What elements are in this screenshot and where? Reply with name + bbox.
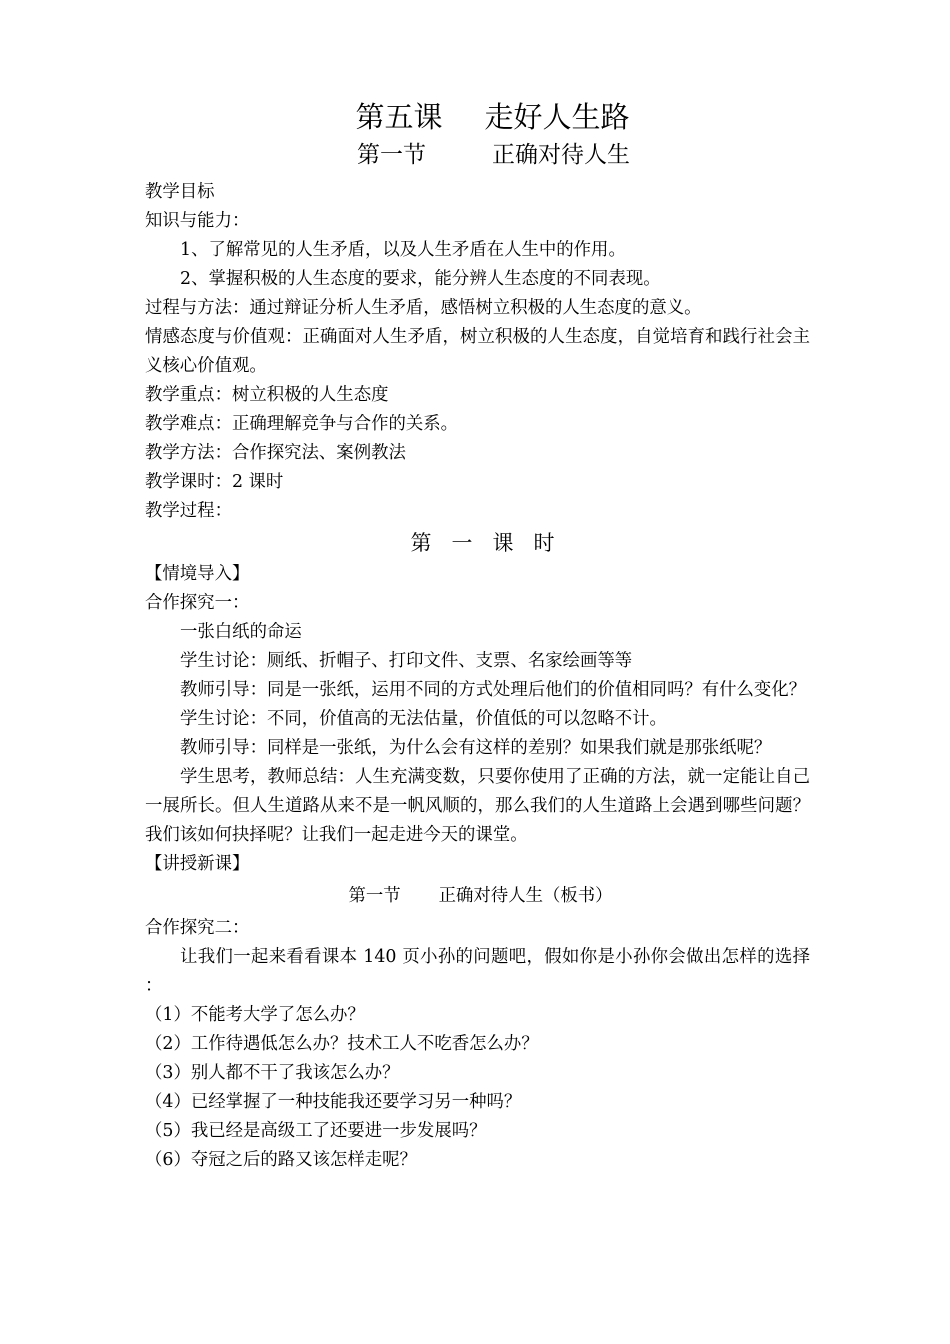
new-lesson-label: 【讲授新课】 <box>145 854 250 874</box>
knowledge-item: 1、了解常见的人生矛盾，以及人生矛盾在人生中的作用。 <box>180 240 626 260</box>
session-heading: 第一课时 <box>410 531 575 555</box>
teacher-guide-2: 教师引导：同样是一张纸，为什么会有这样的差别？如果我们就是那张纸呢？ <box>180 738 772 758</box>
objectives-heading: 教学目标 <box>145 182 215 202</box>
board-section-name: 正确对待人生（板书） <box>438 886 613 906</box>
lesson-title <box>145 96 810 138</box>
explore2-label: 合作探究二： <box>145 918 250 938</box>
lesson-number: 第五课 <box>355 100 443 134</box>
paper-title: 一张白纸的命运 <box>180 622 302 642</box>
question-item: （1）不能考大学了怎么办？ <box>145 1005 365 1025</box>
knowledge-item: 2、掌握积极的人生态度的要求，能分辨人生态度的不同表现。 <box>180 269 661 289</box>
board-section-number: 第一节 <box>348 886 401 906</box>
intro-label: 【情境导入】 <box>145 564 250 584</box>
lesson-name: 走好人生路 <box>484 100 630 134</box>
class-hours: 教学课时：2 课时 <box>145 472 284 492</box>
section-number: 第一节 <box>357 142 426 168</box>
question-item: （4）已经掌握了一种技能我还要学习另一种吗？ <box>145 1092 522 1112</box>
difficulty: 教学难点：正确理解竞争与合作的关系。 <box>145 414 459 434</box>
document-page <box>145 96 810 1175</box>
student-discussion-1: 学生讨论：厕纸、折帽子、打印文件、支票、名家绘画等等 <box>180 651 633 671</box>
question-item: （5）我已经是高级工了还要进一步发展吗？ <box>145 1121 487 1141</box>
process-objective: 过程与方法：通过辩证分析人生矛盾，感悟树立积极的人生态度的意义。 <box>145 298 702 318</box>
question-item: （3）别人都不干了我该怎么办？ <box>145 1063 400 1083</box>
explore1-label: 合作探究一： <box>145 593 250 613</box>
knowledge-label: 知识与能力： <box>145 211 250 231</box>
board-title <box>145 882 810 911</box>
teacher-guide-1: 教师引导：同是一张纸，运用不同的方式处理后他们的价值相同吗？有什么变化？ <box>180 680 807 700</box>
process-label: 教学过程： <box>145 501 232 521</box>
explore2-text: 让我们一起来看看课本 140 页小孙的问题吧，假如你是小孙你会做出怎样的选择 ： <box>145 947 810 996</box>
student-discussion-2: 学生讨论：不同，价值高的无法估量，价值低的可以忽略不计。 <box>180 709 667 729</box>
question-item: （6）夺冠之后的路又该怎样走呢？ <box>145 1150 417 1170</box>
section-title <box>145 138 810 172</box>
question-item: （2）工作待遇低怎么办？技术工人不吃香怎么办？ <box>145 1034 539 1054</box>
teaching-method: 教学方法：合作探究法、案例教法 <box>145 443 406 463</box>
emotion-objective: 情感态度与价值观：正确面对人生矛盾，树立积极的人生态度，自觉培育和践行社会主义核心价值观。 <box>145 327 810 376</box>
key-point: 教学重点：树立积极的人生态度 <box>145 385 389 405</box>
teacher-summary: 学生思考，教师总结：人生充满变数，只要你使用了正确的方法，就一定能让自己一展所长。但人生道路从来不是一帆风顺的，那么我们的人生道路上会遇到哪些问题？我们该如何抉择呢？让我们一起走进今天的课堂。 <box>145 767 810 845</box>
section-name: 正确对待人生 <box>492 142 630 168</box>
